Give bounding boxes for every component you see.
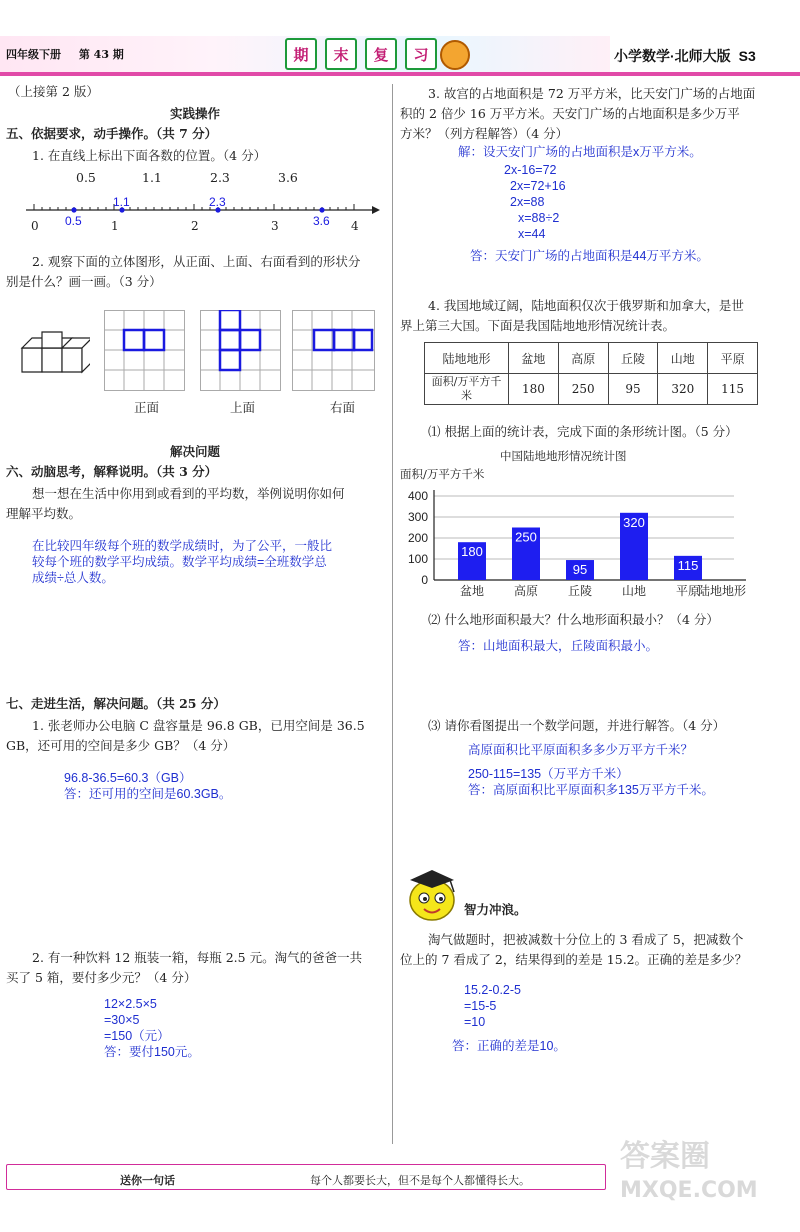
top-view-label: 上面 xyxy=(230,400,256,415)
number-line-point-label: 3.6 xyxy=(313,214,330,228)
chart-y-label: 面积/万平方千米 xyxy=(400,467,485,481)
right-view-grid xyxy=(292,310,376,392)
table-header-cell: 高原 xyxy=(558,343,608,374)
cube-solid-figure xyxy=(18,328,90,380)
answer-line: 15.2-0.2-5 xyxy=(464,983,521,997)
x-tick-label: 丘陵 xyxy=(567,584,593,598)
answer-line: 答：正确的差是10。 xyxy=(452,1039,566,1053)
table-cell: 115 xyxy=(708,374,758,405)
q1-number: 0.5 xyxy=(76,170,96,185)
footer-quote: 每个人都要长大，但不是每个人都懂得长大。 xyxy=(310,1174,530,1187)
number-line-tick-label: 3 xyxy=(271,219,279,233)
number-line-tick-label: 4 xyxy=(351,219,359,233)
table-row xyxy=(425,343,758,374)
answer-line: 高原面积比平原面积多多少万平方千米？ xyxy=(468,743,694,757)
q1-number: 3.6 xyxy=(278,170,298,185)
y-tick-label: 200 xyxy=(407,531,428,545)
q3-answer-intro: 解：设天安门广场的占地面积是x万平方米。 xyxy=(458,145,702,159)
table-header-cell: 盆地 xyxy=(509,343,559,374)
smiling-mascot-icon xyxy=(400,862,462,924)
q3-answer-final: 答：天安门广场的占地面积是44万平方米。 xyxy=(470,249,709,263)
answer-line: x=88÷2 xyxy=(518,211,560,225)
section-5-title: 五、依据要求，动手操作。（共 7 分） xyxy=(6,126,218,141)
s6-text-line2: 理解平均数。 xyxy=(6,506,82,521)
q4-line2: 界上第三大国。下面是我国陆地地形情况统计表。 xyxy=(400,318,676,333)
header-issue-info xyxy=(6,46,138,62)
q1-number: 2.3 xyxy=(210,170,230,185)
top-view-grid xyxy=(200,310,282,392)
watermark-text: MXQE.COM xyxy=(620,1178,758,1203)
s6-answer xyxy=(32,538,332,586)
table-header-cell: 陆地地形 xyxy=(425,343,509,374)
q2-text-line1: 2. 观察下面的立体图形，从正面、上面、右面看到的形状分 xyxy=(32,254,361,269)
chart-title: 中国陆地地形情况统计图 xyxy=(500,449,627,463)
q4-part3: ⑶ 请你看图提出一个数学问题，并进行解答。（4 分） xyxy=(428,718,726,733)
x-tick-label: 高原 xyxy=(513,584,539,598)
lion-mascot-icon xyxy=(440,40,470,70)
q1-number-list xyxy=(0,168,390,188)
number-line-point xyxy=(71,207,76,212)
y-tick-label: 100 xyxy=(407,552,428,566)
column-divider xyxy=(392,84,393,1144)
q3-line1: 3. 故宫的占地面积是 72 万平方米，比天安门广场的占地面 xyxy=(428,86,756,101)
front-view-label: 正面 xyxy=(134,400,160,415)
x-tick-label: 平原 xyxy=(675,584,701,598)
answer-line: 成绩÷总人数。 xyxy=(32,571,114,585)
section-6-title: 六、动脑思考，解释说明。（共 3 分） xyxy=(6,464,218,479)
table-row xyxy=(425,374,758,405)
s7-q1-line2: GB，还可用的空间是多少 GB？（4 分） xyxy=(6,738,236,753)
bar-value-label: 250 xyxy=(515,529,537,545)
q4-line1: 4. 我国地域辽阔，陆地面积仅次于俄罗斯和加拿大，是世 xyxy=(428,298,744,313)
page-header xyxy=(0,0,800,80)
q4-part3-answer xyxy=(468,742,714,798)
right-view-label: 右面 xyxy=(330,400,356,415)
answer-line: 2x=72+16 xyxy=(510,179,566,193)
number-line-point-label: 2.3 xyxy=(209,195,226,209)
s7-q2-answer xyxy=(104,996,200,1060)
page-number: S3 xyxy=(738,48,756,64)
grade-label: 四年级下册 xyxy=(6,48,61,61)
front-view-grid xyxy=(104,310,186,392)
number-line-point xyxy=(319,207,324,212)
arrow-right-icon xyxy=(372,206,380,214)
table-cell: 250 xyxy=(558,374,608,405)
answer-line: =10 xyxy=(464,1015,486,1029)
number-line-tick-label: 0 xyxy=(31,219,39,233)
header-rule xyxy=(0,72,800,76)
s7-q1-line1: 1. 张老师办公电脑 C 盘容量是 96.8 GB，已用空间是 36.5 xyxy=(32,718,365,733)
answer-line: 12×2.5×5 xyxy=(104,997,157,1011)
q1-text: 1. 在直线上标出下面各数的位置。（4 分） xyxy=(32,148,267,163)
title-char: 习 xyxy=(405,38,437,70)
answer-line: 250-115=135（万平方千米） xyxy=(468,767,629,781)
y-tick-label: 400 xyxy=(407,489,428,503)
bar-value-label: 180 xyxy=(461,544,483,560)
section-title-boxes xyxy=(285,38,437,70)
y-tick-label: 300 xyxy=(407,510,428,524)
table-header-cell: 丘陵 xyxy=(608,343,658,374)
answer-line: =15-5 xyxy=(464,999,497,1013)
q3-line3: 方米？（列方程解答）（4 分） xyxy=(400,126,569,141)
bar-value-label: 320 xyxy=(623,514,645,530)
q4-part2: ⑵ 什么地形面积最大？什么地形面积最小？（4 分） xyxy=(428,612,719,627)
title-char: 复 xyxy=(365,38,397,70)
answer-line: 答：高原面积比平原面积多135万平方千米。 xyxy=(468,783,714,797)
q3-line2: 积的 2 倍少 16 万平方米。天安门广场的占地面积是多少万平 xyxy=(400,106,740,121)
terrain-stat-table xyxy=(424,342,758,405)
table-cell: 320 xyxy=(658,374,708,405)
table-header-cell: 平原 xyxy=(708,343,758,374)
answer-line: =150（元） xyxy=(104,1029,170,1043)
watermark-text: 答案圈 xyxy=(620,1139,710,1174)
issue-label: 第 43 期 xyxy=(78,48,124,61)
answer-line: 2x=88 xyxy=(510,195,545,209)
header-subject xyxy=(614,46,756,66)
answer-line: 答：还可用的空间是60.3GB。 xyxy=(64,787,232,801)
x-tick-label: 山地 xyxy=(621,584,647,598)
section-7-title: 七、走进生活，解决问题。（共 25 分） xyxy=(6,696,226,711)
bar-value-label: 95 xyxy=(572,562,588,578)
x-tick-label: 盆地 xyxy=(459,584,485,598)
x-axis-label: 陆地地形 xyxy=(697,584,746,598)
terrain-bar-chart xyxy=(396,482,786,598)
answer-line: 96.8-36.5=60.3（GB） xyxy=(64,771,192,785)
table-cell: 180 xyxy=(509,374,559,405)
answer-line: 答：要付150元。 xyxy=(104,1045,200,1059)
q2-text-line2: 别是什么？画一画。（3 分） xyxy=(6,274,162,289)
brain-line1: 淘气做题时，把被减数十分位上的 3 看成了 5，把减数个 xyxy=(428,932,744,947)
number-line-point-label: 0.5 xyxy=(65,214,82,228)
number-line xyxy=(20,192,380,234)
practice-heading: 实践操作 xyxy=(169,106,220,121)
table-cell: 95 xyxy=(608,374,658,405)
watermark-logo xyxy=(620,1140,758,1208)
q3-answer-steps xyxy=(504,162,566,242)
subject-label: 小学数学·北师大版 xyxy=(614,48,731,64)
number-line-point-label: 1.1 xyxy=(113,195,130,209)
answer-line: 在比较四年级每个班的数学成绩时，为了公平，一般比 xyxy=(32,539,333,553)
title-char: 末 xyxy=(325,38,357,70)
answer-line: =30×5 xyxy=(104,1013,140,1027)
brain-teaser-title: 智力冲浪。 xyxy=(464,902,527,917)
q1-number: 1.1 xyxy=(142,170,162,185)
bar-value-label: 115 xyxy=(677,557,699,573)
title-char: 期 xyxy=(285,38,317,70)
table-row-label: 面积/万平方千米 xyxy=(425,374,509,405)
s7-q2-line2: 买了 5 箱，要付多少元？（4 分） xyxy=(6,970,197,985)
table-header-cell: 山地 xyxy=(658,343,708,374)
brain-line2: 位上的 7 看成了 2，结果得到的差是 15.2。正确的差是多少？ xyxy=(400,952,748,967)
s6-text-line1: 想一想在生活中你用到或看到的平均数，举例说明你如何 xyxy=(32,486,345,501)
number-line-tick-label: 2 xyxy=(191,219,199,233)
answer-line: 较每个班的数学平均成绩。数学平均成绩=全班数学总 xyxy=(32,555,327,569)
solve-heading: 解决问题 xyxy=(169,444,220,459)
brain-answer xyxy=(452,982,566,1054)
answer-line: 2x-16=72 xyxy=(504,163,557,177)
q4-part1: ⑴ 根据上面的统计表，完成下面的条形统计图。（5 分） xyxy=(428,424,738,439)
number-line-tick-label: 1 xyxy=(111,219,119,233)
y-tick-label: 0 xyxy=(421,573,428,587)
continued-note: （上接第 2 版） xyxy=(8,84,99,99)
q4-part2-answer: 答：山地面积最大，丘陵面积最小。 xyxy=(458,639,659,653)
answer-line: x=44 xyxy=(518,227,546,241)
s7-q2-line1: 2. 有一种饮料 12 瓶装一箱，每瓶 2.5 元。淘气的爸爸一共 xyxy=(32,950,363,965)
footer-label: 送你一句话 xyxy=(120,1174,175,1187)
s7-q1-answer xyxy=(64,770,231,802)
